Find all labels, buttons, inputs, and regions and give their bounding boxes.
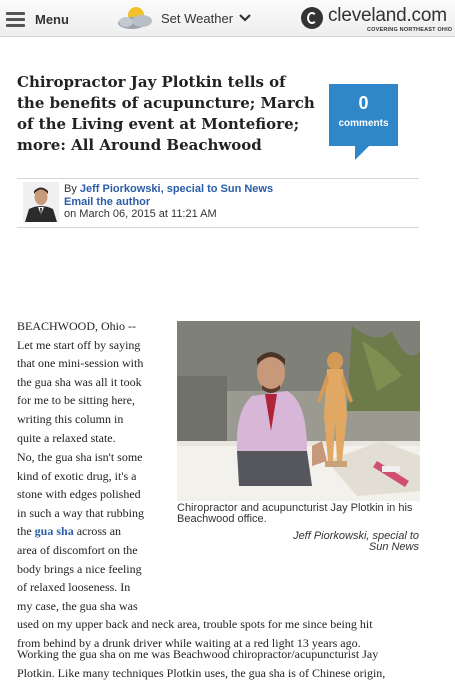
photo-credit-line: Jeff Piorkowski, special to <box>293 530 419 542</box>
text-line: Plotkin. Like many techniques Plotkin uses, the gua sha is of Chinese origin, <box>17 665 386 680</box>
byline <box>64 183 273 221</box>
text-line: BEACHWOOD, Ohio -- <box>17 319 136 333</box>
article-paragraph <box>17 448 373 653</box>
set-weather-button[interactable] <box>112 4 251 32</box>
article-paragraph <box>17 317 143 447</box>
text-line: from behind by a drunk driver while waiting at a red light 13 years ago. <box>17 635 361 650</box>
text-line: No, the gua sha isn't some <box>17 450 143 464</box>
cleveland-logo[interactable] <box>301 5 451 35</box>
author-link[interactable]: Jeff Piorkowski, special to Sun News <box>79 183 274 195</box>
gua-sha-link[interactable]: gua sha <box>34 524 74 539</box>
text-line: the gua sha was all it took <box>17 374 142 389</box>
text-fragment: the <box>17 524 32 539</box>
text-line: Let me start off by saying <box>17 337 141 352</box>
divider <box>17 227 419 228</box>
text-line: writing this column in <box>17 411 124 426</box>
top-navigation-bar <box>0 0 455 37</box>
text-line: for me to be sitting here, <box>17 393 135 408</box>
article-paragraph <box>17 645 385 682</box>
comments-label: comments <box>338 118 389 129</box>
comments-button[interactable] <box>329 84 398 146</box>
text-line: area of discomfort on the <box>17 542 138 557</box>
divider <box>17 178 419 179</box>
text-fragment: across an <box>73 524 122 539</box>
author-avatar <box>23 182 59 222</box>
chevron-down-icon <box>239 14 251 22</box>
set-weather-label: Set Weather <box>161 10 234 26</box>
photo-caption: Chiropractor and acupuncturist Jay Plotkin in his Beachwood office. <box>177 502 413 525</box>
text-line: used on my upper back and neck area, trouble spots for me since being hit <box>17 617 373 632</box>
text-line: body brings a nice feeling <box>17 561 142 576</box>
menu-button[interactable] <box>6 8 69 30</box>
text-line: of relaxed looseness. In <box>17 580 131 595</box>
text-line: Working the gua sha on me was Beachwood chiropractor/acupuncturist Jay <box>17 647 379 661</box>
byline-by: By <box>64 183 77 195</box>
partly-cloudy-icon <box>112 5 158 31</box>
text-line: my case, the gua sha was <box>17 598 138 613</box>
photo-credit-line: Sun News <box>368 541 419 553</box>
text-line <box>17 522 373 541</box>
logo-tagline: COVERING NORTHEAST OHIO <box>367 27 453 33</box>
hamburger-icon <box>6 12 25 27</box>
text-line: that one mini-session with <box>17 356 144 371</box>
logo-text: cleveland.com <box>328 5 447 26</box>
text-line: quite a relaxed state. <box>17 430 116 445</box>
text-line: kind of exotic drug, it's a <box>17 468 137 483</box>
publish-date: on March 06, 2015 at 11:21 AM <box>64 208 217 220</box>
text-line: in such a way that rubbing <box>17 505 144 520</box>
email-author-link[interactable]: Email the author <box>64 195 151 208</box>
text-line: stone with edges polished <box>17 487 141 502</box>
menu-label: Menu <box>35 11 69 27</box>
logo-c-icon <box>301 7 323 29</box>
article-headline: Chiropractor Jay Plotkin tells of the benefits of acupuncture; March of the Living event at Montefiore; more: All Around Beachwood <box>17 73 315 154</box>
comments-count: 0 <box>358 93 369 113</box>
